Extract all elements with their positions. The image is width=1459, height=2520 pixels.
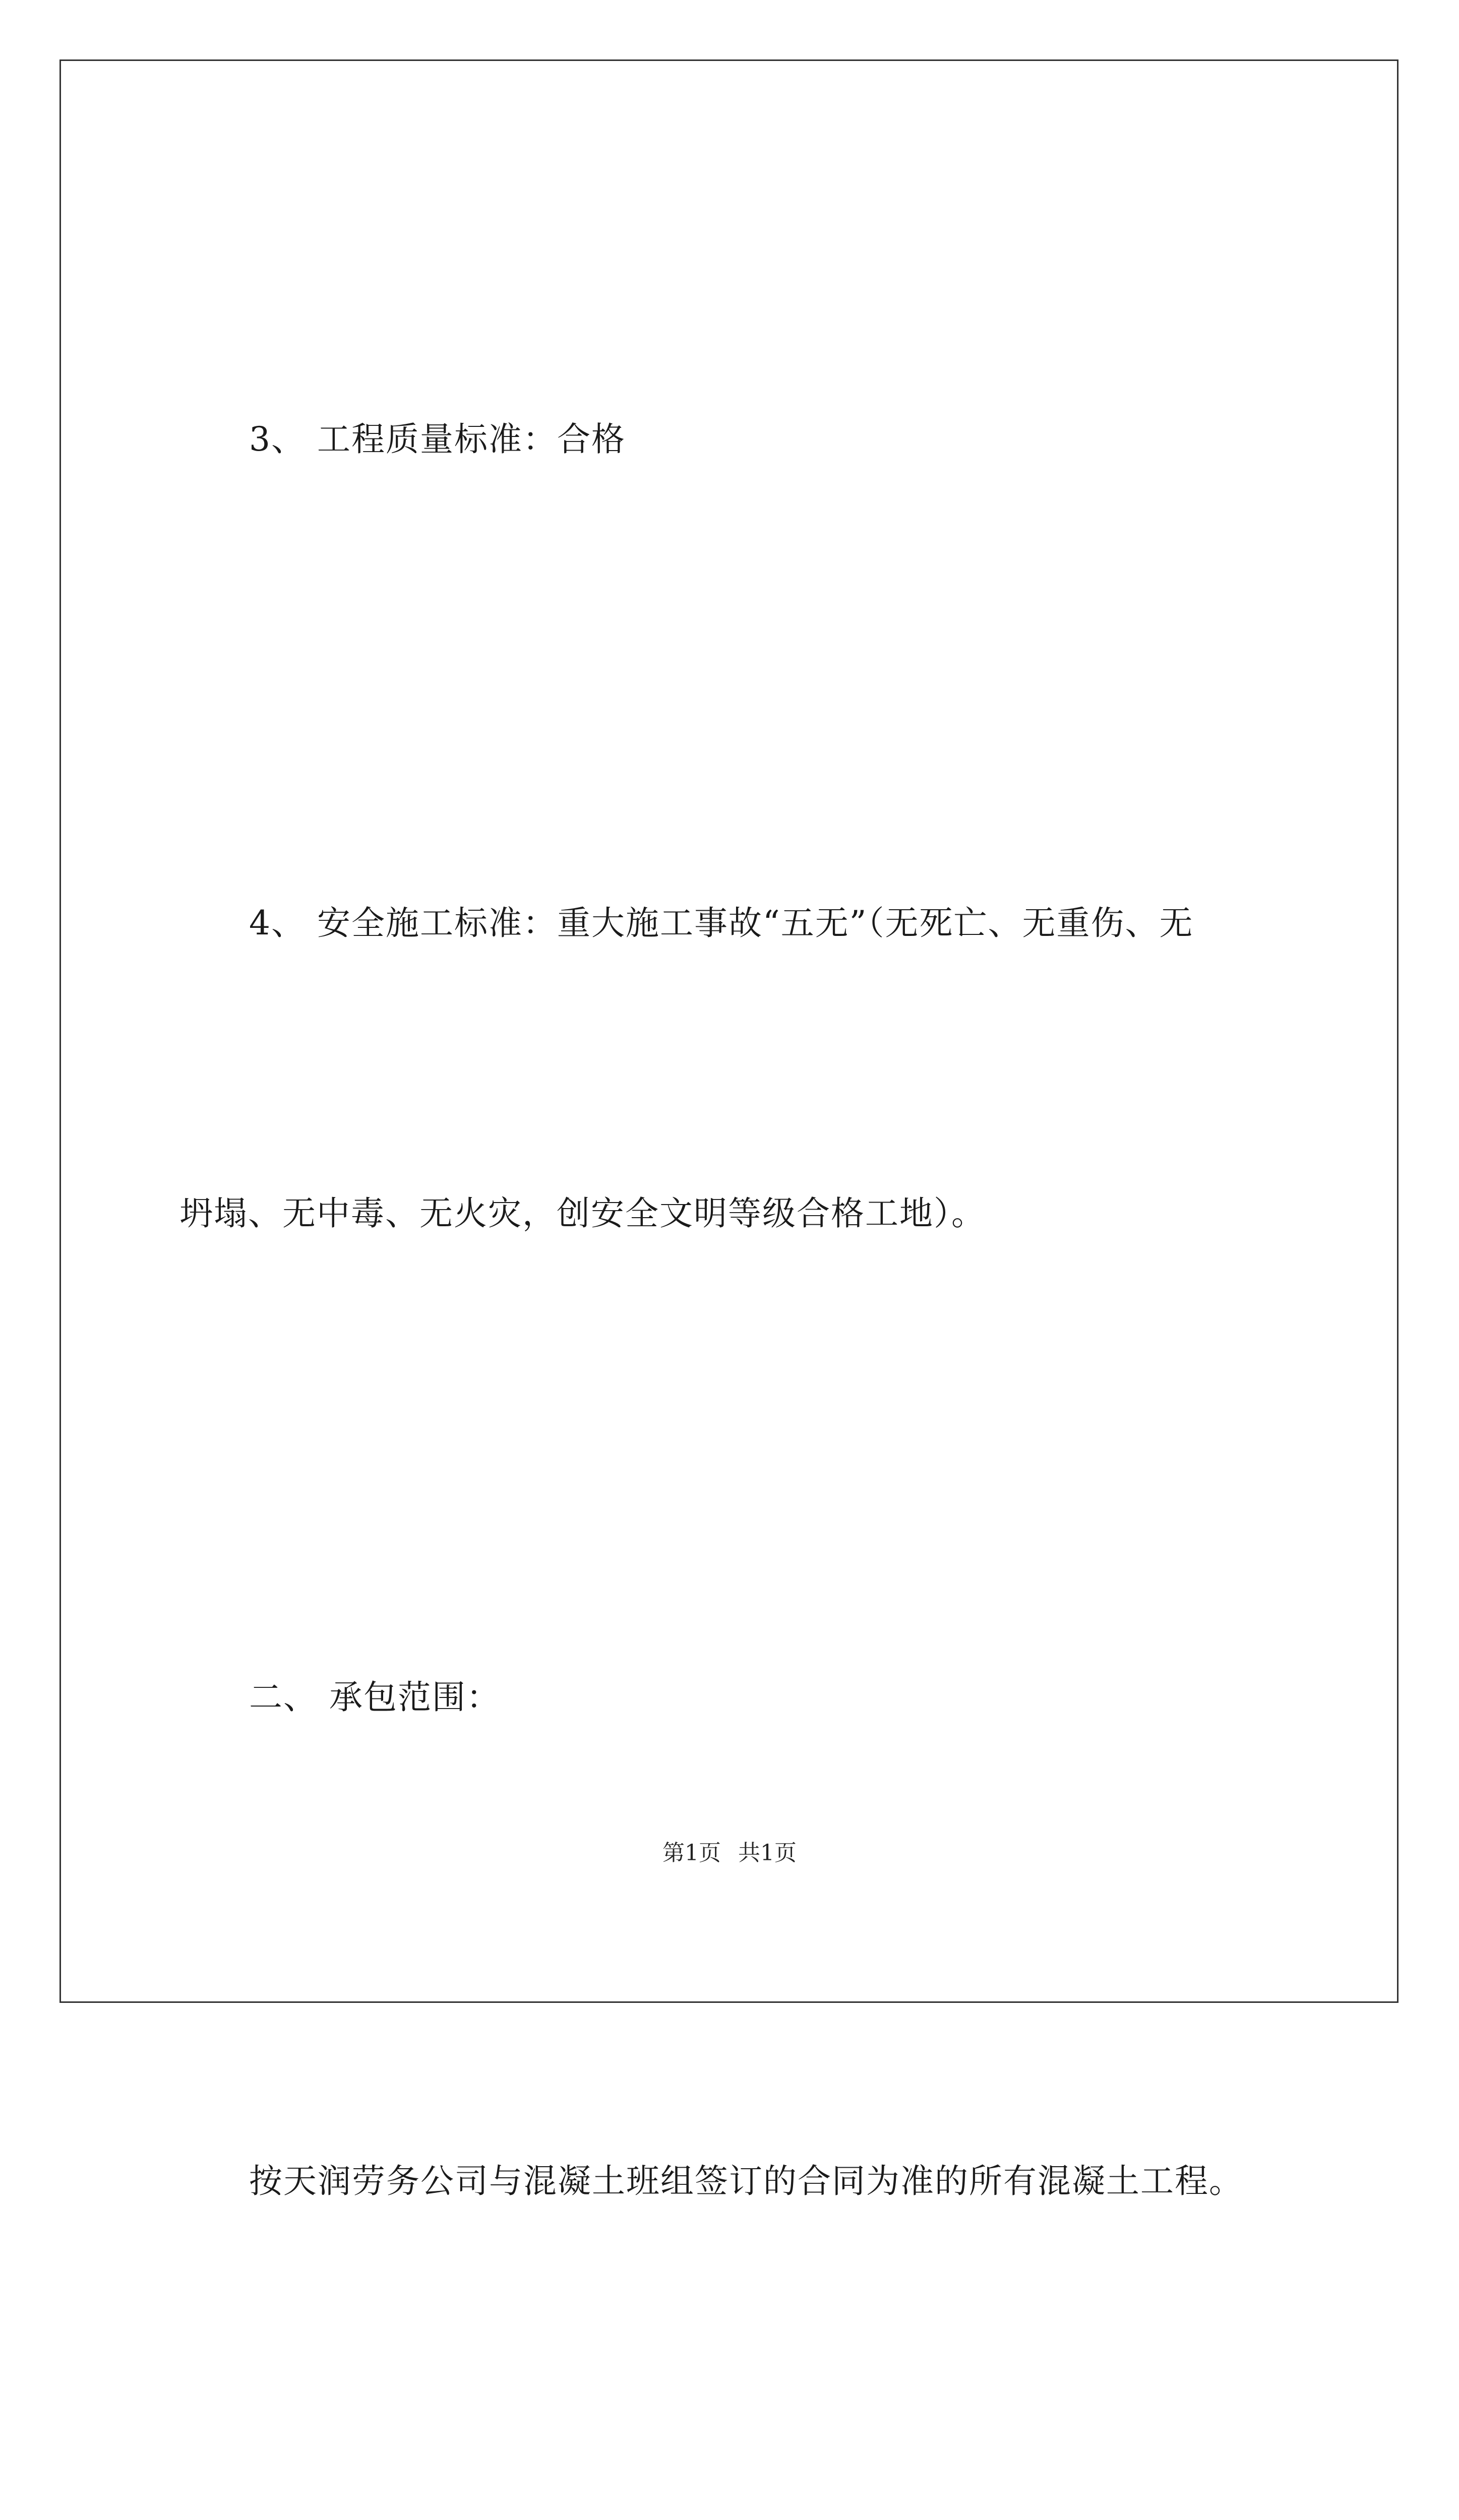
page-number: 第1页 (662, 1840, 721, 1866)
document-body (179, 198, 1279, 2520)
page-total: 共1页 (738, 1840, 797, 1866)
text-line: 二、 承包范围： (249, 1678, 501, 1717)
safety-standard (179, 681, 1279, 1456)
section-heading-scope (179, 1456, 1279, 1939)
quality-standard (179, 198, 1279, 681)
scope-statement (179, 1939, 1279, 2423)
work-content-heading (179, 2423, 1279, 2520)
page-footer (0, 1835, 1459, 1867)
text-line: 按天润劳务公司与混凝土班组签订的合同为准的所有混凝土工程。 (249, 2162, 1243, 2200)
text-line: 3、 工程质量标准：合格 (249, 420, 626, 459)
text-line: 坍塌、无中毒、无火灾，创安全文明等级合格工地）。 (179, 1194, 986, 1233)
text-line: 4、 安全施工标准：重大施工事故“五无”（无死亡、无重伤、无 (249, 904, 1194, 942)
